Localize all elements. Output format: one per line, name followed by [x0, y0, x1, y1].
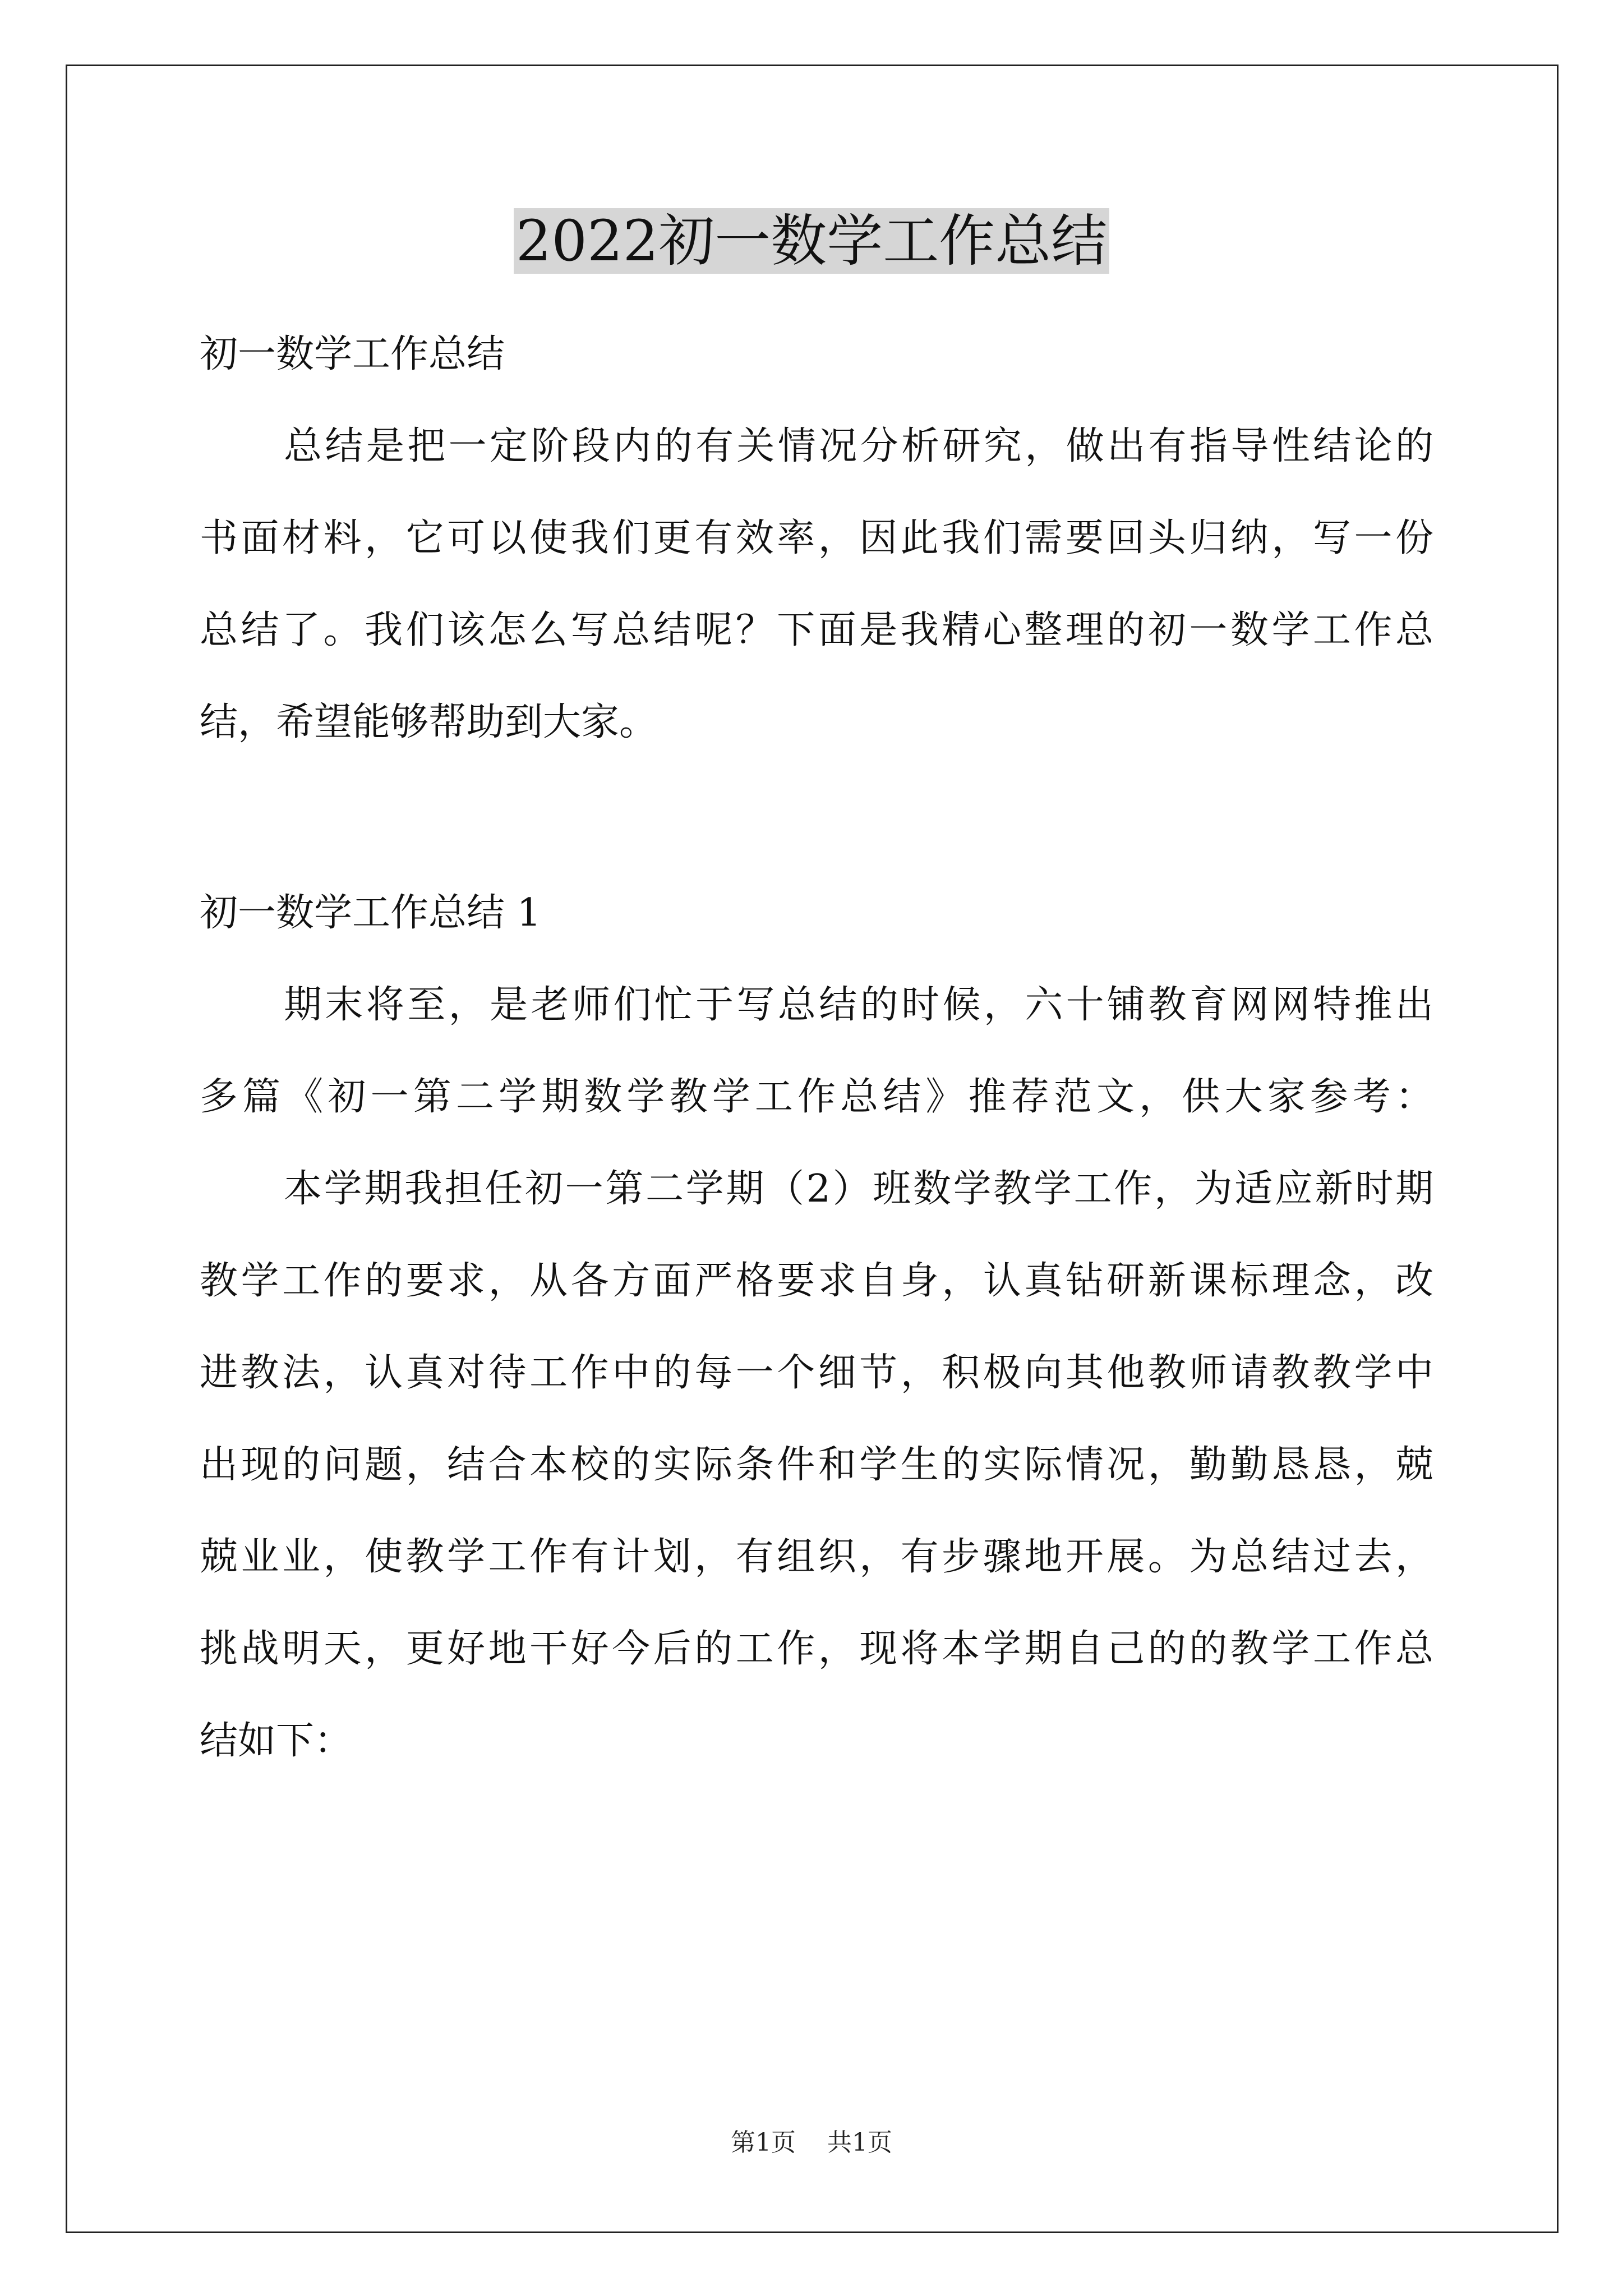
document-body	[200, 309, 1433, 1787]
section-heading: 初一数学工作总结 1	[200, 891, 541, 935]
paragraph-line: 出现的问题，结合本校的实际条件和学生的实际情况，勤勤恳恳，兢	[200, 1443, 1433, 1487]
page-total: 共1页	[827, 2128, 892, 2157]
paragraph-line: 多篇《初一第二学期数学教学工作总结》推荐范文，供大家参考：	[200, 1075, 1433, 1119]
document-title	[0, 202, 1623, 280]
paragraph-gap	[200, 769, 1433, 867]
page-footer	[0, 2126, 1623, 2160]
paragraph-line: 书面材料，它可以使我们更有效率，因此我们需要回头归纳，写一份	[200, 516, 1433, 560]
paragraph-line: 结，希望能够帮助到大家。	[200, 700, 658, 744]
paragraph-line: 期末将至，是老师们忙于写总结的时候，六十铺教育网网特推出	[284, 983, 1433, 1027]
paragraph-line: 教学工作的要求，从各方面严格要求自身，认真钻研新课标理念，改	[200, 1259, 1433, 1303]
paragraph-line: 总结是把一定阶段内的有关情况分析研究，做出有指导性结论的	[284, 424, 1433, 468]
paragraph-line: 结如下：	[200, 1719, 353, 1763]
paragraph-line: 挑战明天，更好地干好今后的工作，现将本学期自己的的教学工作总	[200, 1627, 1433, 1671]
section-heading: 初一数学工作总结	[200, 332, 505, 376]
page-number: 第1页	[731, 2128, 796, 2157]
paragraph-line: 兢业业，使教学工作有计划，有组织，有步骤地开展。为总结过去，	[200, 1535, 1433, 1579]
paragraph-line: 总结了。我们该怎么写总结呢？下面是我精心整理的初一数学工作总	[200, 608, 1433, 652]
paragraph-line: 进教法，认真对待工作中的每一个细节，积极向其他教师请教教学中	[200, 1351, 1433, 1395]
paragraph-line: 本学期我担任初一第二学期（2）班数学教学工作，为适应新时期	[284, 1167, 1433, 1211]
document-title-text: 2022初一数学工作总结	[514, 208, 1110, 274]
